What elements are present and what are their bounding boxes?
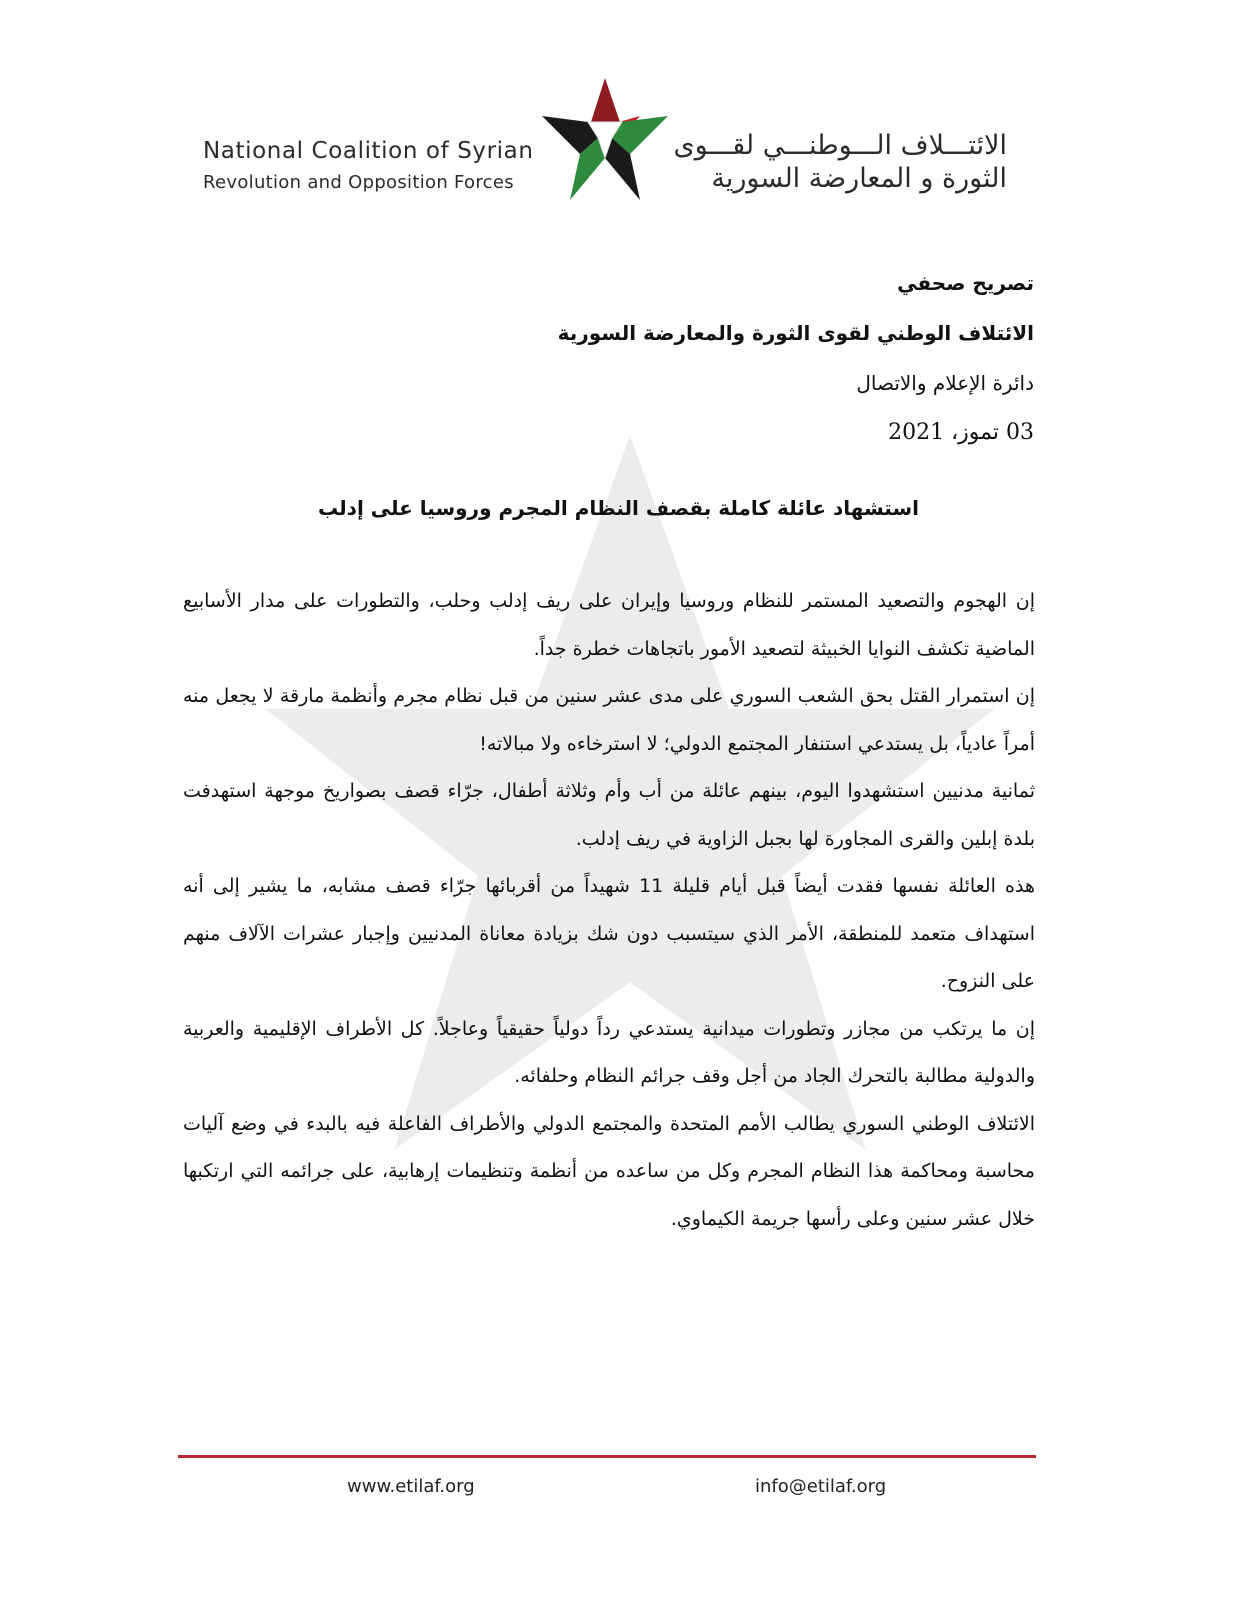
footer-divider bbox=[178, 1455, 1036, 1458]
body-paragraph: هذه العائلة نفسها فقدت أيضاً قبل أيام قليلة 11 شهيداً من أقربائها جرّاء قصف مشابه، ما يشير إلى أنه استهداف متعمد للمنطقة، الأمر الذي سيتسبب دون شك بزيادة معاناة المدنيين وإجبار عشرات الآلاف منهم على النزوح. bbox=[183, 875, 1035, 992]
english-org-name-line1: National Coalition of Syrian bbox=[203, 138, 534, 164]
statement-body bbox=[183, 578, 1035, 1243]
body-paragraph: إن ما يرتكب من مجازر وتطورات ميدانية يستدعي رداً دولياً حقيقياً وعاجلاً. كل الأطراف الإقليمية والعربية والدولية مطالبة بالتحرك الجاد من أجل وقف جرائم النظام وحلفائه. bbox=[183, 1017, 1035, 1087]
coalition-star-logo bbox=[540, 76, 670, 204]
body-paragraph: ثمانية مدنيين استشهدوا اليوم، بينهم عائلة من أب وأم وثلاثة أطفال، جرّاء قصف بصواريخ موجهة استهدفت بلدة إبلين والقرى المجاورة لها بجبل الزاوية في ريف إدلب. bbox=[183, 780, 1035, 850]
statement-org: الائتلاف الوطني لقوى الثورة والمعارضة السورية bbox=[557, 321, 1034, 345]
statement-meta bbox=[558, 258, 1034, 458]
body-paragraph: الائتلاف الوطني السوري يطالب الأمم المتحدة والمجتمع الدولي والأطراف الفاعلة فيه بالبدء في وضع آليات محاسبة ومحاكمة هذا النظام المجرم وكل من ساعده من أنظمة وتنظيمات إرهابية، على جرائمه التي ارتكبها خلال عشر سنين وعلى رأسها جريمة الكيماوي. bbox=[183, 1112, 1035, 1230]
statement-headline: استشهاد عائلة كاملة بقصف النظام المجرم وروسيا على إدلب bbox=[318, 496, 919, 520]
body-paragraph: إن استمرار القتل بحق الشعب السوري على مدى عشر سنين من قبل نظام مجرم وأنظمة مارقة لا يجعل منه أمراً عادياً، بل يستدعي استنفار المجتمع الدولي؛ لا استرخاءه ولا مبالاته! bbox=[183, 685, 1035, 755]
arabic-org-name-line2: الثورة و المعارضة السورية bbox=[711, 163, 1007, 194]
statement-department: دائرة الإعلام والاتصال bbox=[856, 371, 1034, 395]
statement-type: تصريح صحفي bbox=[897, 271, 1034, 295]
footer-website-link[interactable]: www.etilaf.org bbox=[347, 1476, 475, 1497]
english-org-name-line2: Revolution and Opposition Forces bbox=[203, 172, 514, 193]
statement-date: 03 تموز، 2021 bbox=[888, 420, 1034, 445]
footer-email-link[interactable]: info@etilaf.org bbox=[755, 1476, 887, 1497]
letterhead bbox=[0, 70, 1237, 220]
body-paragraph: إن الهجوم والتصعيد المستمر للنظام وروسيا وإيران على ريف إدلب وحلب، والتطورات على مدار الأسابيع الماضية تكشف النوايا الخبيثة لتصعيد الأمور باتجاهات خطرة جداً. bbox=[183, 590, 1035, 660]
english-org-name bbox=[203, 138, 534, 193]
arabic-org-name-line1: الائتـــلاف الـــوطنـــي لقـــوى bbox=[673, 130, 1007, 161]
arabic-org-name bbox=[673, 130, 1007, 194]
